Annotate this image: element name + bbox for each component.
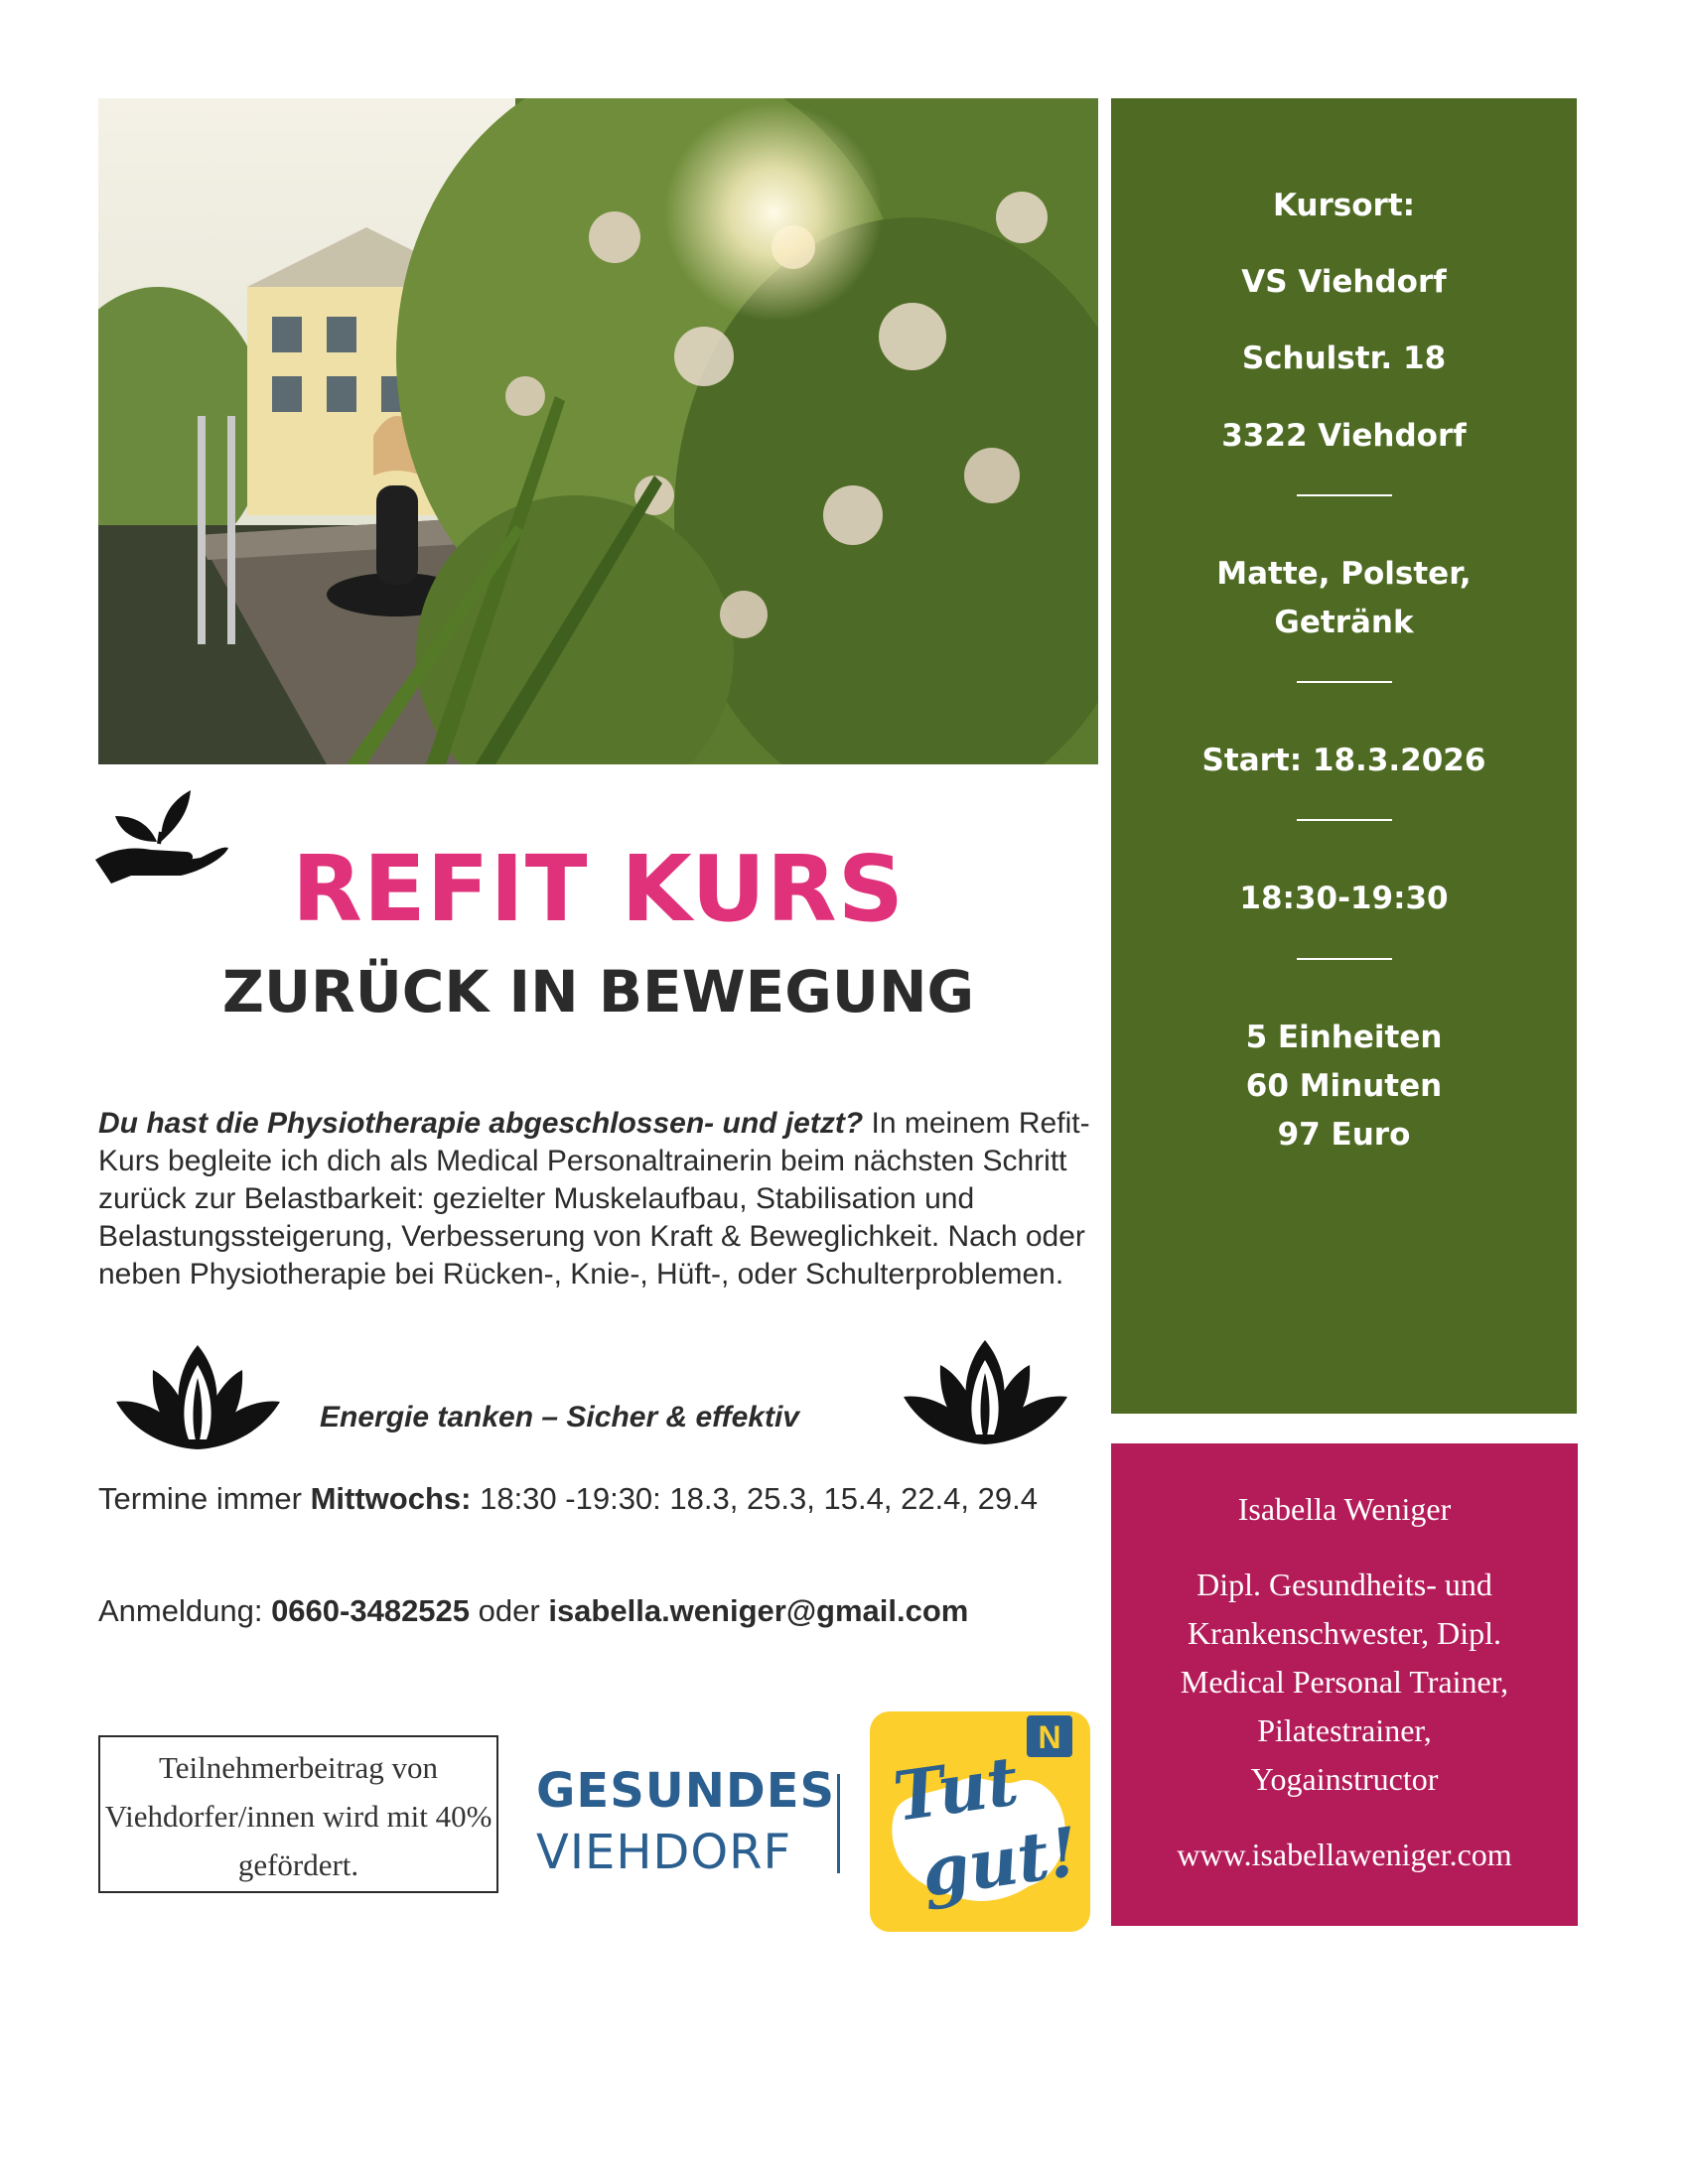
qualification-line: Pilatestrainer, (1257, 1712, 1432, 1748)
course-dates (98, 1474, 1081, 1524)
divider (1297, 681, 1392, 683)
tagline: Energie tanken – Sicher & effektiv (320, 1401, 799, 1433)
units: 5 Einheiten (1245, 1019, 1443, 1055)
gesundes-viehdorf-logo (536, 1763, 836, 1880)
qualification-line: Yogainstructor (1250, 1761, 1439, 1797)
subsidy-notice: Teilnehmerbeitrag von Viehdorfer/innen wird mit 40% gefördert. (98, 1735, 498, 1893)
lotus-icon (899, 1335, 1072, 1449)
signup-or: oder (470, 1593, 549, 1628)
duration: 60 Minuten (1245, 1067, 1443, 1104)
course-title: REFIT KURS (291, 836, 906, 942)
tutgut-word-1: Tut (889, 1741, 1024, 1838)
qualification-line: Krankenschwester, Dipl. (1188, 1615, 1501, 1651)
venue: VS Viehdorf (1241, 264, 1447, 301)
divider (1297, 958, 1392, 960)
dates-prefix: Termine immer (98, 1481, 311, 1516)
course-time: 18:30-19:30 (1239, 881, 1449, 917)
location-label: Kursort: (1272, 188, 1416, 223)
signup-phone[interactable]: 0660-3482525 (271, 1593, 471, 1628)
signup-line (98, 1593, 968, 1629)
bring-items-line2: Getränk (1274, 604, 1414, 640)
trainer-website[interactable]: www.isabellaweniger.com (1177, 1837, 1512, 1872)
trainer-name: Isabella Weniger (1237, 1491, 1452, 1527)
dates-weekday: Mittwochs: (310, 1481, 472, 1516)
qualification-line: Dipl. Gesundheits- und (1196, 1567, 1492, 1602)
yoga-photo (98, 98, 1098, 764)
logo-text-line1: GESUNDES (536, 1763, 836, 1819)
divider (1297, 494, 1392, 496)
dates-list: 18:30 -19:30: 18.3, 25.3, 15.4, 22.4, 29.4 (471, 1481, 1038, 1516)
tut-gut-logo (870, 1711, 1090, 1932)
divider (1297, 819, 1392, 821)
logo-text-line2: VIEHDORF (536, 1825, 792, 1880)
intro-lead: Du hast die Physiotherapie abgeschlossen- und jetzt? (98, 1107, 864, 1140)
course-info-panel (1111, 98, 1577, 1414)
lotus-icon (111, 1340, 285, 1454)
course-subtitle: ZURÜCK IN BEWEGUNG (221, 958, 975, 1025)
city: 3322 Viehdorf (1221, 417, 1467, 454)
price: 97 Euro (1277, 1116, 1411, 1153)
trainer-bio-panel (1111, 1443, 1578, 1926)
trainer-qualifications (1131, 1561, 1558, 1804)
tutgut-badge-letter: N (1038, 1719, 1061, 1755)
signup-prefix: Anmeldung: (98, 1593, 272, 1628)
intro-paragraph (98, 1105, 1101, 1294)
tutgut-word-2: gut! (916, 1812, 1084, 1913)
start-date: Start: 18.3.2026 (1201, 743, 1486, 779)
logo-divider (837, 1774, 840, 1873)
signup-email[interactable]: isabella.weniger@gmail.com (548, 1593, 969, 1628)
intro-body: In meinem Refit-Kurs begleite ich dich als Medical Personaltrainerin beim nächsten Schritt zurück zur Belastbarkeit: gezielter Muskelaufbau, Stabilisation und Belastungssteigerung, Verbesserung von Kraft & Beweglichkeit. Nach oder neben Physiotherapie bei Rücken-, Knie-, Hüft-, oder Schulterproblemen. (98, 1107, 1090, 1291)
street: Schulstr. 18 (1241, 341, 1447, 377)
bring-items-line1: Matte, Polster, (1216, 555, 1472, 592)
qualification-line: Medical Personal Trainer, (1180, 1664, 1509, 1700)
